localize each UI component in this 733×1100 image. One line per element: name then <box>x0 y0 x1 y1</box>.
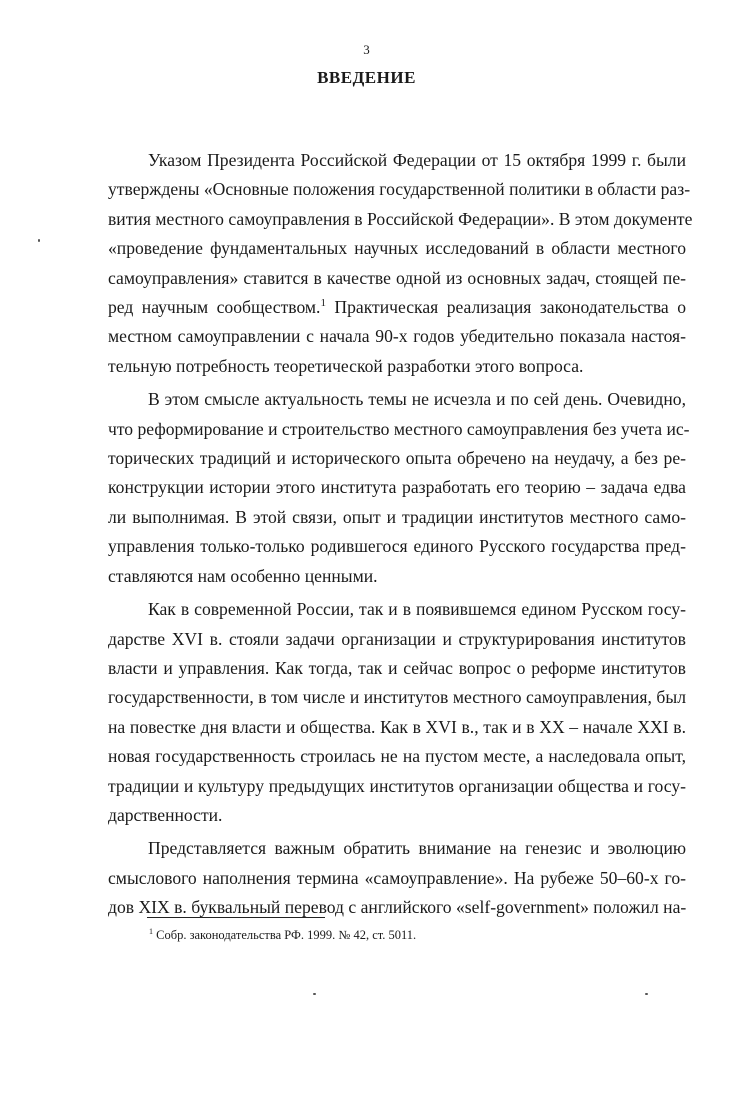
text-line: государственности, в том числе и институтов местного самоуправления, был <box>108 687 686 708</box>
page-number: 3 <box>363 42 370 57</box>
text-line: на повестке дня власти и общества. Как в XVI в., так и в XX – начале XXI в. <box>108 716 686 737</box>
scan-speck <box>645 993 648 995</box>
text-line: новая государственность строилась не на пустом месте, а наследовала опыт, <box>108 746 686 767</box>
text-line: «проведение фундаментальных научных исследований в области местного <box>108 238 686 259</box>
paragraph-2 <box>108 385 690 591</box>
text-line: традиции и культуру предыдущих институтов организации общества и госу- <box>108 775 686 796</box>
text-line: местном самоуправлении с начала 90-х годов убедительно показала настоя- <box>108 326 686 347</box>
paragraph-1 <box>108 146 693 381</box>
text-line: В этом смысле актуальность темы не исчезла и по сей день. Очевидно, <box>148 389 686 410</box>
text-line: управления только-только родившегося единого Русского государства пред- <box>108 536 686 557</box>
text-fragment: ред научным сообществом. <box>108 297 321 318</box>
text-line: власти и управления. Как тогда, так и сейчас вопрос о реформе институтов <box>108 657 686 678</box>
text-line: Указом Президента Российской Федерации от 15 октября 1999 г. были <box>148 150 686 170</box>
text-line: Как в современной России, так и в появившемся едином Русском госу- <box>148 599 686 620</box>
paragraph-4 <box>108 834 686 922</box>
text-fragment: Практическая реализация законодательства о <box>325 297 686 318</box>
body-text <box>108 146 693 923</box>
text-line: Представляется важным обратить внимание на генезис и эволюцию <box>148 838 686 859</box>
text-line: самоуправления» ставится в качестве одной из основных задач, стоящей пе- <box>108 267 686 288</box>
footnote-reference: 1 <box>320 297 326 310</box>
text-line: торических традиций и исторического опыта обречено на неудачу, а без ре- <box>108 448 686 469</box>
text-line: ли выполнимая. В этой связи, опыт и традиции институтов местного само- <box>108 506 686 527</box>
page-title: ВВЕДЕНИЕ <box>317 68 416 87</box>
text-line: ставляются нам особенно ценными. <box>108 565 378 586</box>
text-line-with-footnote <box>108 293 686 322</box>
footnote <box>149 928 416 943</box>
text-line: вития местного самоуправления в Российской Федерации». В этом документе <box>108 208 693 229</box>
text-line: смыслового наполнения термина «самоуправление». На рубеже 50–60-х го- <box>108 867 686 888</box>
scan-speck <box>38 239 40 242</box>
text-line: что реформирование и строительство местного самоуправления без учета ис- <box>108 418 690 439</box>
scan-speck <box>313 993 316 995</box>
text-line: дарстве XVI в. стояли задачи организации и структурирования институтов <box>108 628 686 649</box>
text-line: утверждены «Основные положения государственной политики в области раз- <box>108 179 691 200</box>
text-line: дов XIX в. буквальный перевод с английского «self-government» положил на- <box>108 897 687 918</box>
paragraph-3 <box>108 595 686 830</box>
text-line: тельную потребность теоретической разработки этого вопроса. <box>108 355 584 376</box>
text-line: дарственности. <box>108 804 223 825</box>
text-line: конструкции истории этого института разработать его теорию – задача едва <box>108 477 686 498</box>
footnote-text: Собр. законодательства РФ. 1999. № 42, ст. 5011. <box>153 928 417 942</box>
footnote-divider <box>147 917 325 918</box>
footnote-number: 1 <box>149 927 153 936</box>
